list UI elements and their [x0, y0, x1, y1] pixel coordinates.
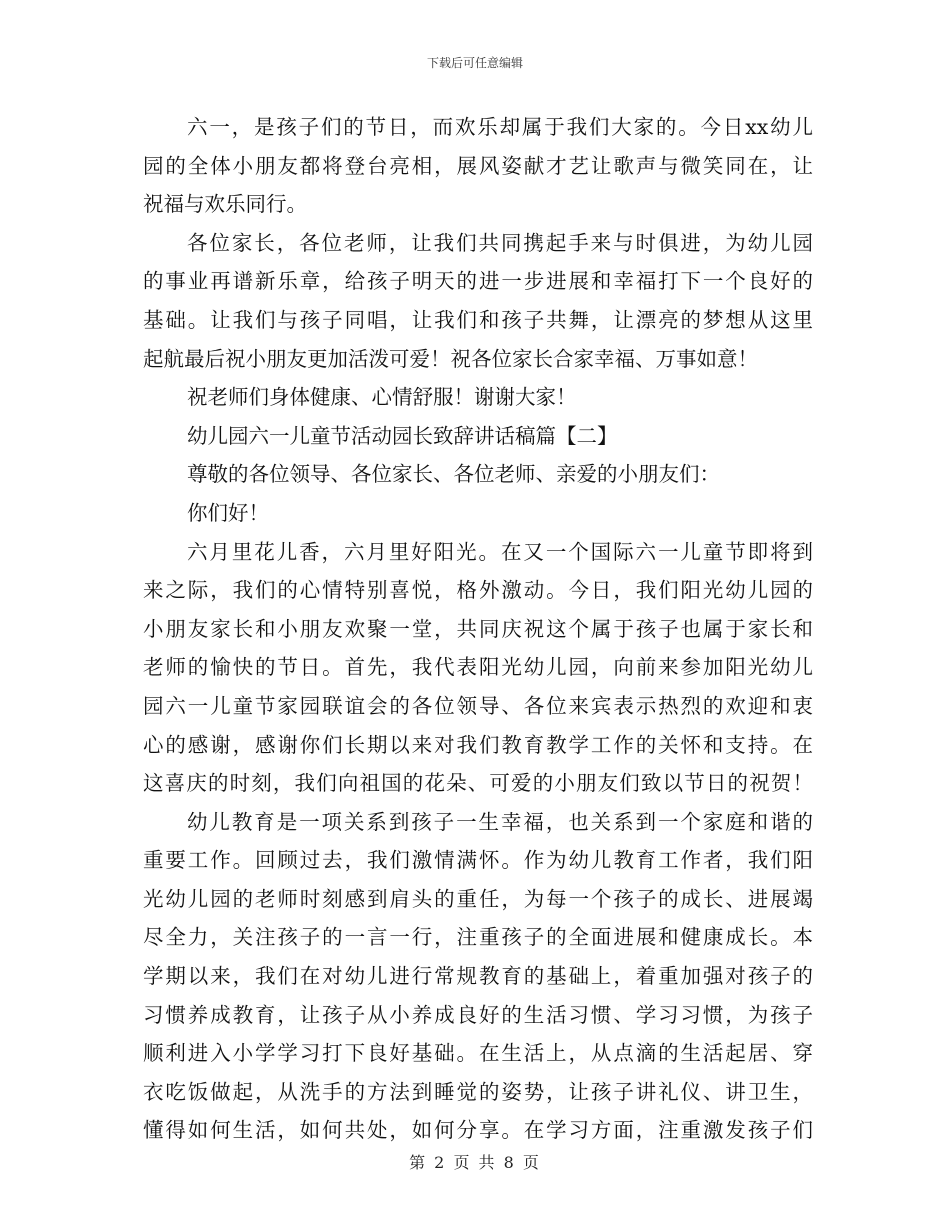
- text-line: 老师的愉快的节日。首先，我代表阳光幼儿园，向前来参加阳光幼儿: [143, 655, 813, 680]
- text-line: 衣吃饭做起，从洗手的方法到睡觉的姿势，让孩子讲礼仪、讲卫生，: [143, 1079, 813, 1104]
- text-line: 园的全体小朋友都将登台亮相，展风姿献才艺让歌声与微笑同在，让: [143, 153, 813, 178]
- text-line: 尽全力，关注孩子的一言一行，注重孩子的全面进展和健康成长。本: [143, 925, 813, 950]
- text-line: 幼儿园六一儿童节活动园长致辞讲话稿篇【二】: [187, 423, 618, 448]
- document-body: [143, 108, 813, 1150]
- download-note: 下载后可任意编辑: [426, 56, 523, 70]
- text-line: 基础。让我们与孩子同唱，让我们和孩子共舞，让漂亮的梦想从这里: [143, 307, 813, 332]
- text-line: 顺利进入小学学习打下良好基础。在生活上，从点滴的生活起居、穿: [143, 1041, 813, 1066]
- text-line: 起航最后祝小朋友更加活泼可爱！祝各位家长合家幸福、万事如意！: [143, 346, 758, 371]
- text-line: 学期以来，我们在对幼儿进行常规教育的基础上，着重加强对孩子的: [143, 964, 813, 989]
- text-line: 来之际，我们的心情特别喜悦，格外激动。今日，我们阳光幼儿园的: [143, 578, 813, 603]
- text-line: 的事业再谱新乐章，给孩子明天的进一步进展和幸福打下一个良好的: [143, 269, 813, 294]
- text-line: 幼儿教育是一项关系到孩子一生幸福，也关系到一个家庭和谐的: [187, 809, 813, 834]
- text-line: 懂得如何生活，如何共处，如何分享。在学习方面，注重激发孩子们: [143, 1118, 813, 1143]
- text-line: 光幼儿园的老师时刻感到肩头的重任，为每一个孩子的成长、进展竭: [143, 886, 813, 911]
- text-line: 习惯养成教育，让孩子从小养成良好的生活习惯、学习习惯，为孩子: [143, 1002, 813, 1027]
- text-line: 尊敬的各位领导、各位家长、各位老师、亲爱的小朋友们：: [187, 462, 720, 487]
- text-line: 心的感谢，感谢你们长期以来对我们教育教学工作的关怀和支持。在: [143, 732, 813, 757]
- text-line: 这喜庆的时刻，我们向祖国的花朵、可爱的小朋友们致以节日的祝贺！: [143, 771, 813, 796]
- text-line: 六一，是孩子们的节日，而欢乐却属于我们大家的。今日xx幼儿: [187, 115, 813, 139]
- text-line: 园六一儿童节家园联谊会的各位领导、各位来宾表示热烈的欢迎和衷: [143, 693, 813, 718]
- text-line: 各位家长，各位老师，让我们共同携起手来与时俱进，为幼儿园: [187, 230, 813, 255]
- page-number: 第 2 页 共 8 页: [409, 1153, 541, 1172]
- text-line: 你们好！: [187, 500, 269, 525]
- text-line: 祝福与欢乐同行。: [143, 192, 307, 217]
- text-line: 重要工作。回顾过去，我们激情满怀。作为幼儿教育工作者，我们阳: [143, 848, 813, 873]
- text-line: 小朋友家长和小朋友欢聚一堂，共同庆祝这个属于孩子也属于家长和: [143, 616, 813, 641]
- text-line: 六月里花儿香，六月里好阳光。在又一个国际六一儿童节即将到: [187, 539, 813, 564]
- text-line: 祝老师们身体健康、心情舒服！谢谢大家！: [187, 385, 577, 410]
